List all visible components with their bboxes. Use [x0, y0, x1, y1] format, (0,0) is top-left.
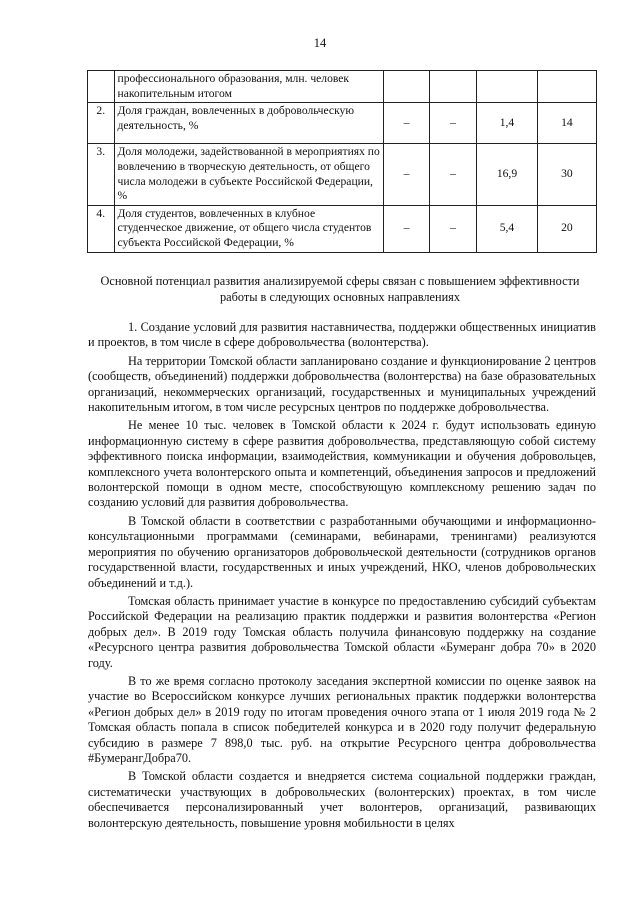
value-cell: 30 [537, 144, 596, 205]
indicator-name: Доля граждан, вовлеченных в добровольческую деятельность, % [114, 103, 384, 144]
row-number: 2. [88, 103, 115, 144]
paragraph: В Томской области в соответствии с разработанными обучающими и информационно-консультационными программами (семинарами, вебинарами, тренингами) реализуются мероприятия по обучению организаторов добровольческой деятельности (сотрудников органов государственной власти, государственных и иных учреждений, НКО, членов добровольческих объединений и т.д.). [88, 513, 596, 590]
row-number [88, 71, 115, 103]
paragraph: Томская область принимает участие в конкурсе по предоставлению субсидий субъектам Российской Федерации на реализацию практик поддержки и развития волонтерства «Регион добрых дел». В 2019 году Томская область получила финансовую поддержку на создание «Ресурсного центра развития добровольчества Томской области «Бумеранг добра 70» в 2020 году. [88, 593, 596, 670]
page-number: 14 [313, 36, 327, 50]
paragraph: Не менее 10 тыс. человек в Томской области к 2024 г. будут использовать единую информационную систему в сфере развития добровольчества, представляющую собой систему эффективного поиска информации, взаимодействия, коммуникации и обучения добровольцев, комплексного учета волонтерского опыта и компетенций, объединения запросов и предложений волонтерской помощи в одном месте, способствующую комплексному решению задач по созданию условий для развития добровольчества. [88, 418, 596, 510]
indicator-name: профессионального образования, млн. человек накопительным итогом [114, 71, 384, 103]
paragraph: 1. Создание условий для развития наставничества, поддержки общественных инициатив и проектов, в том числе в сфере добровольчества (волонтерства). [88, 320, 596, 350]
value-cell: – [384, 144, 430, 205]
table-row [88, 103, 597, 144]
paragraph: В то же время согласно протоколу заседания экспертной комиссии по оценке заявок на участие во Всероссийском конкурсе лучших региональных практик поддержки волонтерства «Регион добрых дел» в 2019 году по итогам проведения очного этапа от 1 июля 2019 года № 2 Томская область попала в список победителей конкурса и в 2020 году получит федеральную субсидию в размере 7 898,0 тыс. руб. на открытие Ресурсного центра добровольчества #БумерангДобра70. [88, 673, 596, 765]
value-cell: – [429, 205, 476, 252]
indicator-name: Доля студентов, вовлеченных в клубное студенческое движение, от общего числа студентов субъекта Российской Федерации, % [114, 205, 384, 252]
value-cell: 1,4 [477, 103, 538, 144]
row-number: 3. [88, 144, 115, 205]
value-cell: – [429, 144, 476, 205]
value-cell [537, 71, 596, 103]
value-cell: 14 [537, 103, 596, 144]
table-row [88, 205, 597, 252]
value-cell: 20 [537, 205, 596, 252]
indicator-name: Доля молодежи, задействованной в мероприятиях по вовлечению в творческую деятельность, от общего числа молодежи в субъекте Российской Федерации, % [114, 144, 384, 205]
value-cell: – [429, 103, 476, 144]
value-cell: 16,9 [477, 144, 538, 205]
section-heading: Основной потенциал развития анализируемой сферы связан с повышением эффективности работы в следующих основных направлениях [100, 274, 580, 304]
table-row [88, 71, 597, 103]
body-text [88, 320, 596, 831]
paragraph: В Томской области создается и внедряется система социальной поддержки граждан, систематически участвующих в добровольческих (волонтерских) проектах, в том числе обеспечивается персонализированный учет волонтеров, организаций, развивающих волонтерскую деятельность, повышение уровня мобильности в целях [88, 769, 596, 830]
value-cell: – [384, 205, 430, 252]
row-number: 4. [88, 205, 115, 252]
value-cell [429, 71, 476, 103]
table-row [88, 144, 597, 205]
paragraph: На территории Томской области запланировано создание и функционирование 2 центров (сообществ, объединений) поддержки добровольчества (волонтерства) на базе образовательных организаций, некоммерческих организаций, государственных и муниципальных учреждений накопительным итогом, в том числе ресурсных центров по поддержке добровольчества. [88, 353, 596, 415]
value-cell: 5,4 [477, 205, 538, 252]
value-cell [384, 71, 430, 103]
value-cell: – [384, 103, 430, 144]
indicators-table [87, 70, 597, 253]
value-cell [477, 71, 538, 103]
